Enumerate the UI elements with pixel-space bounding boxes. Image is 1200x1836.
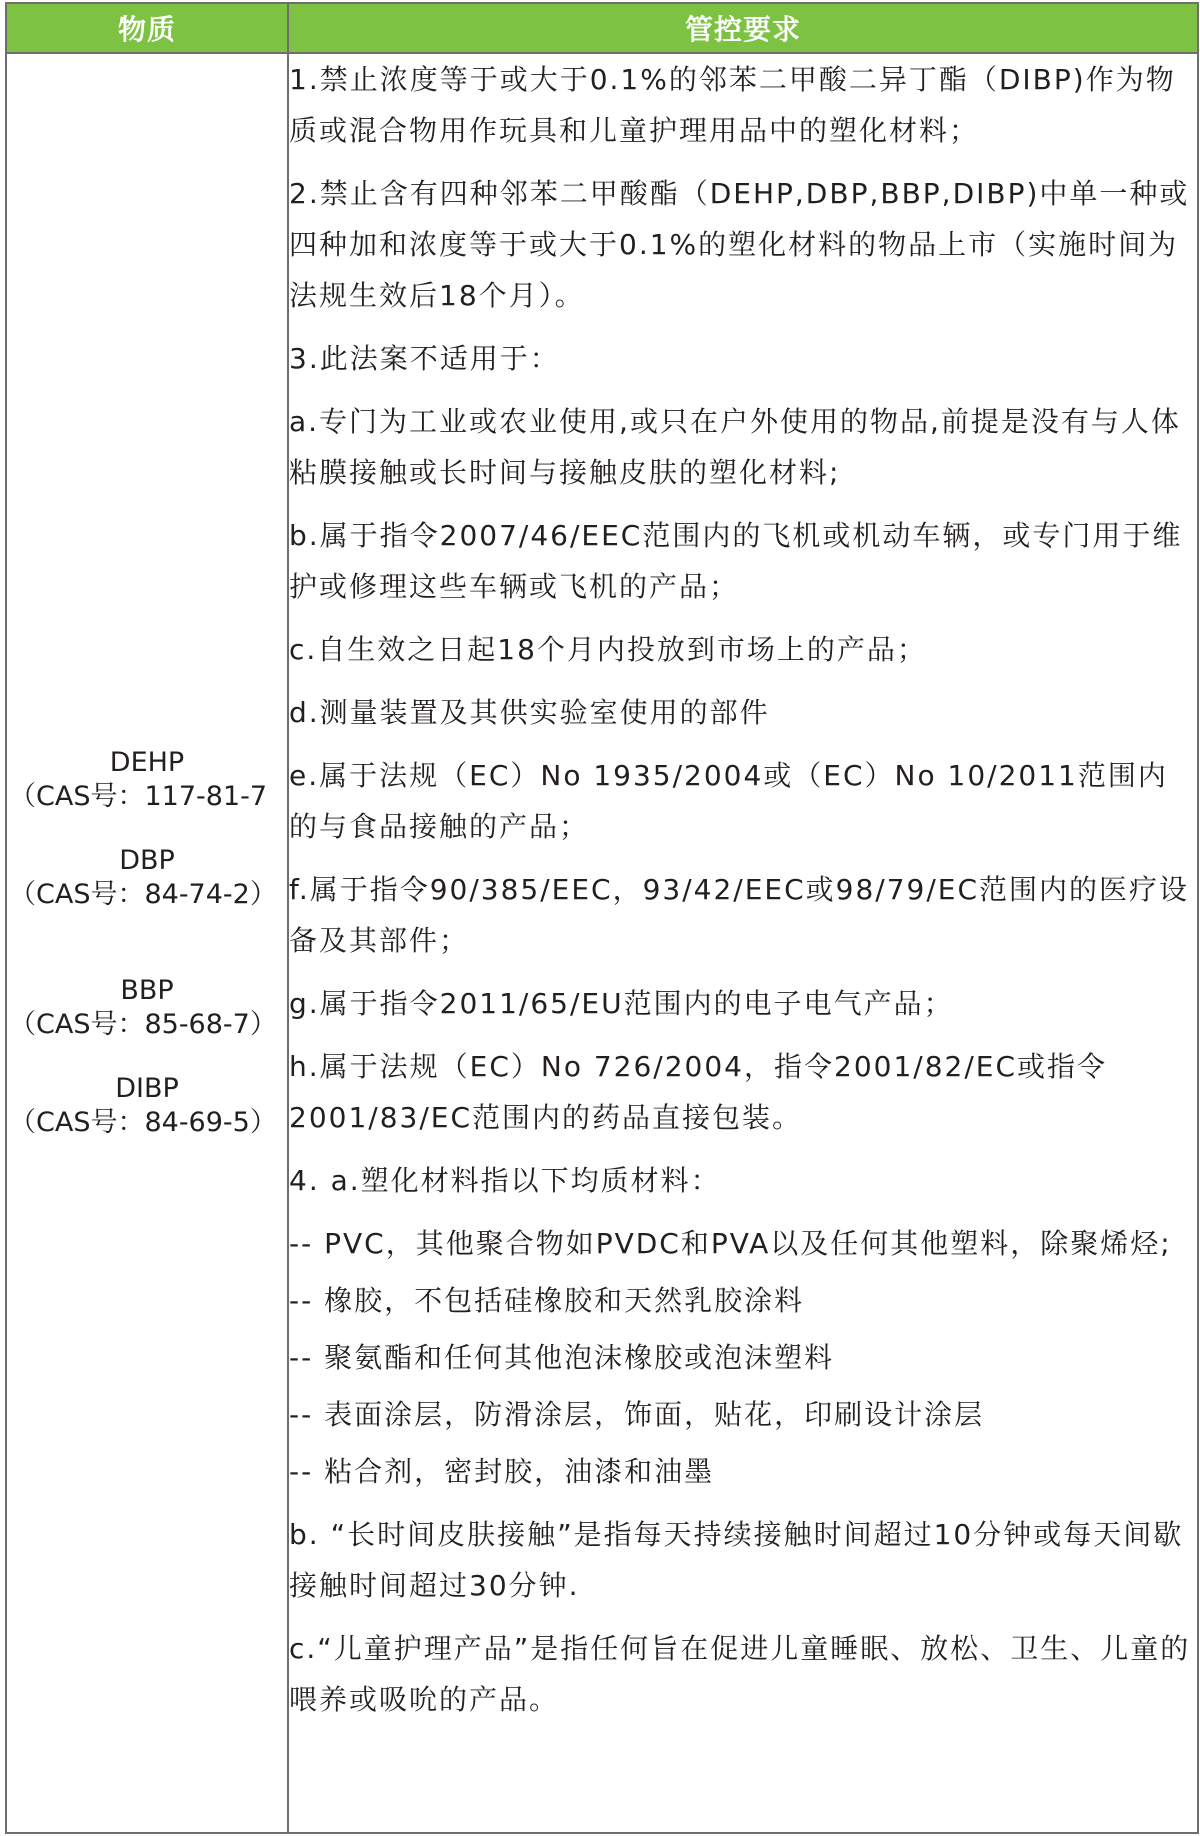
exemption-d: d.测量装置及其供实验室使用的部件 <box>289 696 770 729</box>
substance-cas-number: （CAS号：84-74-2） <box>9 879 277 910</box>
requirement-1: 1.禁止浓度等于或大于0.1%的邻苯二甲酸二异丁酯（DIBP)作为物质或混合物用作玩具和儿童护理用品中的塑化材料； <box>289 63 1176 147</box>
substance-dibp <box>7 1072 287 1140</box>
material-polyurethane: -- 聚氨酯和任何其他泡沫橡胶或泡沫塑料 <box>289 1341 835 1374</box>
exemption-b: b.属于指令2007/46/EEC范围内的飞机或机动车辆，或专门用于维护或修理这些车辆或飞机的产品； <box>289 519 1183 603</box>
substance-name: DIBP <box>115 1073 179 1104</box>
definition-4b: b. “长时间皮肤接触”是指每天持续接触时间超过10分钟或每天间歇接触时间超过30分钟. <box>289 1518 1184 1602</box>
phthalate-regulation-table <box>5 2 1199 1834</box>
requirement-2: 2.禁止含有四种邻苯二甲酸酯（DEHP,DBP,BBP,DIBP)中单一种或四种加和浓度等于或大于0.1%的塑化材料的物品上市（实施时间为法规生效后18个月）。 <box>289 177 1190 312</box>
substance-name: BBP <box>120 975 174 1006</box>
header-requirement: 管控要求 <box>288 3 1198 53</box>
substance-cas-number: （CAS号：117-81-7 <box>9 781 268 812</box>
substance-dehp <box>7 746 287 814</box>
requirement-cell <box>288 53 1198 1833</box>
definition-4c: c.“儿童护理产品”是指任何旨在促进儿童睡眠、放松、卫生、儿童的喂养或吸吮的产品。 <box>289 1632 1191 1716</box>
substance-name: DEHP <box>109 747 185 778</box>
exemption-c: c.自生效之日起18个月内投放到市场上的产品； <box>289 633 927 666</box>
substance-cas-number: （CAS号：84-69-5） <box>9 1107 277 1138</box>
header-substance: 物质 <box>6 3 288 53</box>
table-row <box>6 53 1198 1833</box>
substance-bbp <box>7 974 287 1042</box>
exemption-a: a.专门为工业或农业使用,或只在户外使用的物品,前提是没有与人体粘膜接触或长时间与接触皮肤的塑化材料; <box>289 405 1181 489</box>
material-coatings: -- 表面涂层，防滑涂层，饰面，贴花，印刷设计涂层 <box>289 1398 985 1431</box>
exemption-g: g.属于指令2011/65/EU范围内的电子电气产品； <box>289 987 954 1020</box>
exemption-f: f.属于指令90/385/EEC，93/42/EEC或98/79/EC范围内的医疗设备及其部件； <box>289 873 1190 957</box>
substance-cas-number: （CAS号：85-68-7） <box>9 1009 277 1040</box>
material-adhesives: -- 粘合剂，密封胶，油漆和油墨 <box>289 1455 715 1488</box>
table-header-row <box>6 3 1198 53</box>
definition-4a: 4. a.塑化材料指以下均质材料： <box>289 1164 721 1197</box>
requirement-3: 3.此法案不适用于： <box>289 342 560 375</box>
material-rubber: -- 橡胶，不包括硅橡胶和天然乳胶涂料 <box>289 1284 805 1317</box>
exemption-e: e.属于法规（EC）No 1935/2004或（EC）No 10/2011范围内的与食品接触的产品； <box>289 759 1168 843</box>
material-pvc: -- PVC，其他聚合物如PVDC和PVA以及任何其他塑料，除聚烯烃; <box>289 1227 1172 1260</box>
substance-cell <box>6 53 288 1833</box>
exemption-h: h.属于法规（EC）No 726/2004，指令2001/82/EC或指令2001/83/EC范围内的药品直接包装。 <box>289 1050 1107 1134</box>
substance-name: DBP <box>119 845 175 876</box>
substance-dbp <box>7 844 287 912</box>
